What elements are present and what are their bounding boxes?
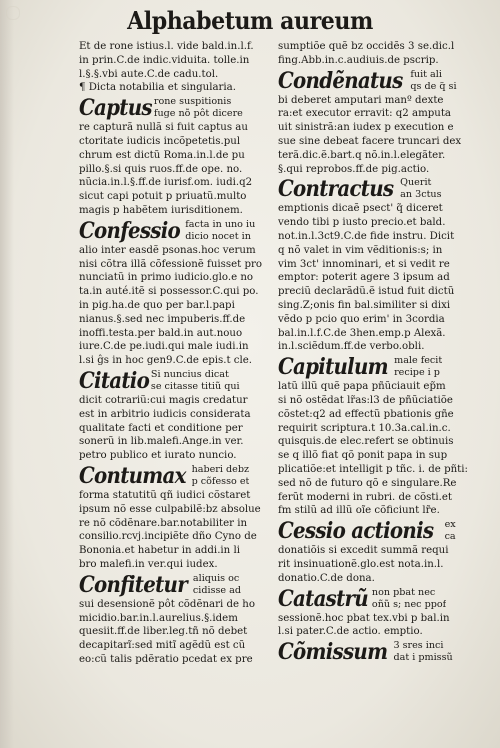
side-line: ex xyxy=(444,519,456,531)
text-line: plicatiõe:et intelligit p tñc. i. de pñti: xyxy=(278,463,468,475)
text-line: in.l.sciẽdum.ff.de verbo.obli. xyxy=(278,341,425,353)
side-line: non pbat nec xyxy=(371,586,436,598)
headword-side-text xyxy=(445,519,456,543)
text-line: nisi cõtra illã cõfessionẽ fuisset pro xyxy=(79,258,262,270)
text-line: inoffi.testa.per bald.in aut.nouo xyxy=(79,327,243,339)
headword-side-text xyxy=(193,573,241,597)
text-line: sumptiõe quẽ bz occidẽs 3 se.dic.l xyxy=(278,41,455,52)
text-line: in pig.ha.de quo per bar.l.papi xyxy=(79,299,235,311)
text-line: donatio.C.de dona. xyxy=(278,572,375,584)
text-line: quisquis.de elec.refert se obtinuis xyxy=(278,436,454,448)
text-line: vim 3ct' innominari, et si vedit re xyxy=(278,258,450,270)
side-line: facta in uno iu xyxy=(185,218,256,230)
dictionary-entry xyxy=(278,518,471,585)
side-line: Querit xyxy=(400,177,432,189)
dictionary-entry xyxy=(278,176,471,354)
text-line: quesiit.ff.de liber.leg.tñ nõ debet xyxy=(79,626,248,638)
text-line: emptor: poterit agere 3 ipsum ad xyxy=(278,272,450,284)
side-line: recipe i p xyxy=(394,367,440,379)
dictionary-entry xyxy=(79,218,272,368)
text-line: re nõ cõdẽnare.bar.notabiliter in xyxy=(79,517,248,529)
text-line: si nõ ostẽdat lr̃as:l3 de pñũciatiõe xyxy=(278,394,453,406)
entry-head-row xyxy=(79,463,272,489)
headword-side-text xyxy=(151,369,240,393)
text-line: vendo tibi p iusto precio.et bald. xyxy=(278,217,446,229)
text-line: Bononia.et habetur in addi.in li xyxy=(79,545,241,557)
text-line: nunciatũ in primo iudicio.glo.e no xyxy=(79,272,254,284)
dictionary-entry xyxy=(278,639,471,665)
text-line: sicut capi potuit p priuatũ.multo xyxy=(79,191,247,203)
text-line: magis p habẽtem iurisditionem. xyxy=(79,204,243,216)
side-line: oñũ s; nec ppof xyxy=(371,598,447,610)
entry-head-row xyxy=(278,518,471,544)
text-line: sessionẽ.hoc pbat tex.vbi p bal.in xyxy=(278,612,450,624)
text-line: re capturã nullã si fuit captus au xyxy=(79,122,248,134)
side-line: rone suspitionis xyxy=(153,96,232,108)
entry-head-row xyxy=(79,95,272,121)
side-line: an 3ctus xyxy=(400,189,442,201)
text-line: latũ illũ quẽ papa pñũciauit ep̃m xyxy=(278,381,446,393)
text-line: bro malefi.in ver.qui iudex. xyxy=(79,558,218,570)
text-line: sui desensionẽ pôt cõdẽnari de ho xyxy=(79,598,255,610)
entry-headword: Citatio xyxy=(79,367,150,394)
text-line: ¶ Dicta notabilia et singularia. xyxy=(79,82,236,94)
entry-headword: Catastrũ xyxy=(278,585,368,612)
running-head: Alphabetum aureum xyxy=(127,6,373,35)
side-line: 3 sres inci xyxy=(393,640,444,652)
side-line: dicio nocet in xyxy=(185,230,251,242)
text-line: petro publico et iurato nuncio. xyxy=(79,450,237,462)
dictionary-entry xyxy=(278,68,471,177)
text-line: ctoritate iudicis incõpetetis.pul xyxy=(79,135,241,147)
text-line: nũcia.in.l.§.ff.de iurisf.om. iudi.q2 xyxy=(79,177,253,189)
side-line: male fecit xyxy=(394,355,443,367)
text-line: consilio.rcvj.incipiẽte dño Cyno de xyxy=(79,531,257,543)
text-line: micidio.bar.in.l.aurelius.§.idem xyxy=(79,612,238,624)
paper-stain xyxy=(6,6,20,20)
entry-headword: Captus xyxy=(79,95,152,122)
text-line: ta.in auté.itẽ si possessor.C.qui po. xyxy=(79,286,259,298)
text-line: not.in.l.3ct9.C.de fide instru. Dicit xyxy=(278,230,455,242)
entry-head-row xyxy=(79,368,272,394)
text-line: fing.Abb.in.c.audiuis.de pscrip. xyxy=(278,54,439,66)
text-line: q nõ valet in vim vẽditionis:s; in xyxy=(278,244,443,256)
left-column xyxy=(79,40,272,680)
entry-headword: Contumax xyxy=(79,462,186,489)
entry-headword: Contractus xyxy=(278,176,394,203)
entry-head-row xyxy=(278,639,471,665)
text-line: alio inter easdẽ psonas.hoc verum xyxy=(79,244,256,256)
entry-head-row xyxy=(278,68,471,94)
text-line: se q illõ fiat qõ ponit papa in sup xyxy=(278,450,448,462)
entry-head-row xyxy=(79,218,272,244)
entry-headword: Confessio xyxy=(79,217,181,244)
text-line: sue sine debeat facere truncari dex xyxy=(278,135,462,147)
dictionary-entry xyxy=(79,368,272,463)
text-line: l.si pater.C.de actio. emptio. xyxy=(278,626,423,638)
text-line: est in arbitrio iudicis considerata xyxy=(79,408,251,420)
text-line: cõstet:q2 ad effectũ pbationis gñe xyxy=(278,408,454,420)
text-line: l.§.§.vbi aute.C.de cadu.tol. xyxy=(79,68,219,80)
side-line: se citasse titiũ qui xyxy=(150,380,240,392)
side-line: Si nuncius dicat xyxy=(150,368,229,380)
side-line: ca xyxy=(444,531,456,543)
text-line: emptionis dicaẽ psect' q̃ diceret xyxy=(278,203,443,215)
side-line: cidisse ad xyxy=(192,584,242,596)
side-line: fuit ali xyxy=(410,68,442,80)
text-line: uit sinistrã:an iudex p execution e xyxy=(278,122,454,134)
text-line: in prin.C.de indic.viduita. tolle.in xyxy=(79,54,250,66)
dictionary-entry xyxy=(278,586,471,640)
text-line: sed nõ de futuro qõ e singulare.Re xyxy=(278,477,457,489)
text-line: donatiõis si excedit summã requi xyxy=(278,545,449,557)
dictionary-entry xyxy=(79,95,272,218)
text-line: dicit cotrariũ:cui magis credatur xyxy=(79,394,248,406)
text-line: iure.C.de pe.iudi.qui male iudi.in xyxy=(79,341,249,353)
text-line: sing.Z;onis fin bal.similiter si dixi xyxy=(278,299,451,311)
text-line: preciũ declarãdũ.ẽ istud fuit dictũ xyxy=(278,286,455,298)
side-line: haberi debz xyxy=(191,463,250,475)
text-line: requirit scriptura.t 10.3a.cal.in.c. xyxy=(278,422,451,434)
headword-side-text xyxy=(410,69,456,93)
text-line: sonerũ in lib.malefi.Ange.in ver. xyxy=(79,436,244,448)
side-line: dat i pmissũ xyxy=(393,652,453,664)
entry-head-row xyxy=(278,176,471,202)
entry-head-row xyxy=(278,354,471,380)
headword-side-text xyxy=(192,464,250,488)
dictionary-entry xyxy=(79,463,272,572)
text-line: ferũt moderni in rubri. de cõsti.et xyxy=(278,491,453,503)
entry-headword: Confitetur xyxy=(79,571,187,598)
text-line: Et de rone istius.l. vide bald.in.l.f. xyxy=(79,41,254,52)
text-line: pillo.§.si quis ruos.ff.de ope. no. xyxy=(79,163,243,175)
text-line: vẽdo p pcio quo erim' in 3cordia xyxy=(278,313,445,325)
entry-headword: Capitulum xyxy=(278,354,388,381)
text-line: fm stilũ ad illũ oĩe cõficiunt lr̃e. xyxy=(278,505,440,517)
side-line: qs de q̃ si xyxy=(410,80,457,92)
text-line: qualitate facti et conditione per xyxy=(79,422,243,434)
text-line: §.qui reprobos.ff.de pig.actio. xyxy=(278,163,430,175)
text-line: bal.in.l.f.C.de 3hen.emp.p Alexã. xyxy=(278,327,446,339)
text-line: nianus.§.sed nec impuberis.ff.de xyxy=(79,313,246,325)
text-line: eo:cũ talis pdẽratio pcedat ex pre xyxy=(79,653,253,665)
headword-side-text xyxy=(393,640,452,664)
text-line: chrum est dictũ Roma.in.l.de pu xyxy=(79,149,245,161)
headword-side-text xyxy=(394,355,442,379)
side-line: p cõfesso et xyxy=(191,475,250,487)
entry-head-row xyxy=(79,572,272,598)
headword-side-text xyxy=(400,177,441,201)
dictionary-entry xyxy=(278,354,471,518)
text-line: decapitarĩ:sed mitĩ agẽdũ est cũ xyxy=(79,640,246,652)
side-line: aliquis oc xyxy=(192,572,240,584)
entry-headword: Cõmissum xyxy=(278,639,388,666)
text-line: rit insinuationẽ.glo.est nota.in.l. xyxy=(278,558,444,570)
entry-head-row xyxy=(278,586,471,612)
text-line: l.si ĝs in hoc gen9.C.de epis.t cle. xyxy=(79,355,253,367)
entry-headword: Cessio actionis xyxy=(278,518,434,545)
text-line: ra:et executor erravit: q2 amputa xyxy=(278,108,451,120)
dictionary-entry xyxy=(79,572,272,667)
page-gutter-shadow xyxy=(0,0,14,748)
text-line: ipsum nõ esse culpabilẽ:bz absolue xyxy=(79,503,261,515)
entry-headword: Condẽnatus xyxy=(278,67,403,94)
side-line: fuge nõ pôt dicere xyxy=(153,108,243,120)
text-line: terã.dic.ẽ.bart.q nõ.in.l.elegãter. xyxy=(278,149,446,161)
text-line: bi deberet amputari manº dexte xyxy=(278,94,444,106)
headword-side-text xyxy=(372,587,446,611)
text-line: forma statutitũ qñ iudici cõstaret xyxy=(79,489,251,501)
right-column xyxy=(278,40,471,680)
headword-side-text xyxy=(154,96,243,120)
headword-side-text xyxy=(185,219,255,243)
